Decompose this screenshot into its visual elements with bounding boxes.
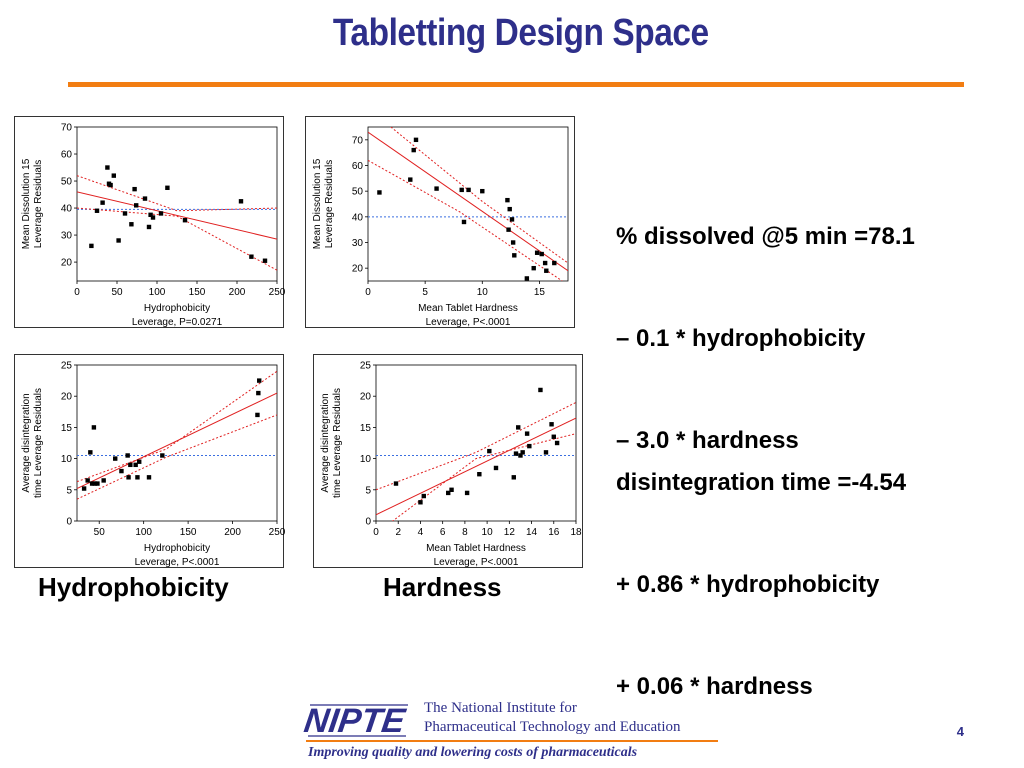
x-axis-label: Mean Tablet Hardness [418, 303, 518, 314]
data-point [462, 220, 466, 224]
disintegration-equation [616, 398, 906, 738]
fit-line [376, 418, 576, 515]
data-point [412, 148, 416, 152]
y-axis-label: time Leverage Residuals [33, 387, 44, 499]
x-tick-label: 6 [439, 527, 446, 538]
plot-frame [77, 365, 277, 521]
y-tick-label: 50 [60, 176, 72, 188]
y-tick-label: 40 [351, 212, 363, 224]
x-tick-label: 200 [224, 527, 241, 538]
x-tick-label: 50 [93, 527, 105, 538]
page-number: 4 [956, 724, 964, 739]
data-point [394, 481, 398, 485]
data-point [543, 261, 547, 265]
data-point [377, 190, 381, 194]
data-point [123, 211, 127, 215]
data-point [525, 276, 529, 280]
data-point [544, 450, 548, 454]
y-tick-label: 20 [60, 257, 72, 269]
plot-area [376, 388, 576, 534]
nipte-tagline: Improving quality and lowering costs of pharmaceuticals [308, 745, 638, 760]
x-tick-label: 8 [462, 527, 468, 538]
data-point [101, 478, 105, 482]
y-tick-label: 15 [359, 422, 371, 434]
x-tick-label: 50 [111, 287, 123, 298]
data-point [508, 207, 512, 211]
data-point [516, 425, 520, 429]
data-point [525, 431, 529, 435]
chart-dissolution-hydrophobicity [15, 117, 286, 328]
data-point [100, 200, 104, 204]
data-point [137, 460, 141, 464]
title-underline [68, 82, 964, 87]
data-point [510, 217, 514, 221]
x-axis-label: Hydrophobicity [143, 543, 211, 554]
x-tick-label: 10 [481, 527, 493, 538]
data-point [555, 441, 559, 445]
data-point [116, 238, 120, 242]
nipte-logo-graphic [301, 696, 724, 762]
y-tick-label: 15 [60, 422, 72, 434]
x-tick-label: 2 [395, 527, 402, 538]
x-tick-label: 15 [533, 287, 545, 298]
data-point [540, 252, 544, 256]
data-point [263, 259, 267, 263]
chart-panel-dissolution-hydrophobicity [14, 116, 284, 328]
data-point [92, 425, 96, 429]
data-point [512, 253, 516, 257]
data-point [239, 199, 243, 203]
chart-panel-dissolution-hardness [305, 116, 575, 328]
y-tick-label: 60 [60, 149, 72, 161]
data-point [552, 261, 556, 265]
y-tick-label: 25 [60, 360, 72, 372]
nipte-name-line-1: The National Institute for [424, 700, 577, 716]
data-point [126, 475, 130, 479]
data-point [477, 472, 481, 476]
data-point [449, 488, 453, 492]
data-point [160, 453, 164, 457]
y-tick-label: 20 [351, 263, 363, 275]
y-tick-label: 70 [351, 135, 363, 147]
fit-line [368, 132, 568, 271]
data-point [129, 222, 133, 226]
data-point [147, 225, 151, 229]
data-point [549, 422, 553, 426]
data-point [408, 177, 412, 181]
data-point [147, 475, 151, 479]
data-point [487, 449, 491, 453]
data-point [494, 466, 498, 470]
x-tick-label: 100 [148, 287, 166, 298]
x-tick-label: 4 [417, 527, 424, 538]
nipte-name-line-2: Pharmaceutical Technology and Education [424, 719, 681, 735]
y-tick-label: 20 [359, 391, 371, 403]
disintegration-equation-line-2: + 0.86 * hydrophobicity [616, 571, 880, 598]
dissolution-equation-line-3: – 3.0 * hardness [616, 427, 799, 454]
data-point [465, 491, 469, 495]
x-tick-label: 100 [135, 527, 153, 538]
y-tick-label: 10 [60, 454, 72, 466]
x-tick-label: 200 [228, 287, 246, 298]
x-tick-label: 150 [188, 287, 206, 298]
data-point [466, 188, 470, 192]
data-point [134, 203, 138, 207]
x-tick-label: 12 [503, 527, 515, 538]
x-tick-label: 16 [548, 527, 560, 538]
dissolution-equation-line-1: % dissolved @5 min =78.1 [616, 223, 915, 250]
y-axis-label: Average disintegration [21, 393, 32, 493]
y-axis-label: Leverage Residuals [33, 159, 44, 249]
data-point [538, 388, 542, 392]
y-axis-label: Mean Dissolution 15 [312, 158, 323, 250]
y-axis-label: time Leverage Residuals [332, 387, 343, 499]
plot-frame [376, 365, 576, 521]
x-tick-label: 5 [422, 287, 428, 298]
y-tick-label: 5 [66, 485, 72, 497]
confidence-upper [77, 176, 277, 211]
data-point [183, 218, 187, 222]
data-point [414, 138, 418, 142]
x-tick-label: 14 [525, 527, 538, 538]
y-tick-label: 40 [60, 203, 72, 215]
chart-panel-disintegration-hydrophobicity [14, 354, 284, 568]
chart-footer: Leverage, P<.0001 [134, 557, 220, 568]
plot-area [77, 371, 277, 499]
y-tick-label: 30 [351, 238, 363, 249]
data-point [552, 435, 556, 439]
plot-area [368, 127, 568, 281]
data-point [151, 215, 155, 219]
data-point [135, 475, 139, 479]
disintegration-equation-line-3: + 0.06 * hardness [616, 673, 813, 700]
plot-area [77, 165, 277, 270]
data-point [113, 456, 117, 460]
x-tick-label: 150 [179, 527, 197, 538]
y-tick-label: 30 [60, 230, 72, 242]
data-point [95, 209, 99, 213]
data-point [249, 254, 253, 258]
y-axis-label: Leverage Residuals [324, 159, 335, 249]
data-point [418, 500, 422, 504]
data-point [422, 494, 426, 498]
data-point [256, 391, 260, 395]
y-tick-label: 20 [60, 391, 72, 403]
chart-disintegration-hydrophobicity [15, 355, 286, 568]
chart-panel-disintegration-hardness [313, 354, 583, 568]
x-tick-label: 0 [74, 287, 80, 298]
data-point [460, 188, 464, 192]
x-axis-label: Mean Tablet Hardness [426, 543, 526, 554]
data-point [108, 183, 112, 187]
data-point [132, 187, 136, 191]
y-tick-label: 0 [365, 516, 371, 528]
data-point [535, 251, 539, 255]
chart-disintegration-hardness [314, 355, 582, 567]
y-tick-label: 50 [351, 186, 363, 198]
x-tick-label: 250 [268, 287, 286, 298]
data-point [105, 165, 109, 169]
confidence-lower [376, 434, 576, 534]
data-point [112, 173, 116, 177]
caption-hardness: Hardness [383, 572, 502, 602]
data-point [128, 463, 132, 467]
data-point [527, 444, 531, 448]
fit-line [77, 393, 277, 488]
y-tick-label: 5 [365, 485, 371, 497]
data-point [89, 244, 93, 248]
x-tick-label: 0 [365, 287, 371, 298]
data-point [512, 475, 516, 479]
y-tick-label: 70 [60, 122, 72, 134]
data-point [88, 450, 92, 454]
data-point [544, 269, 548, 273]
x-tick-label: 18 [570, 527, 582, 538]
data-point [82, 486, 86, 490]
slide-title: Tabletting Design Space [332, 12, 709, 54]
y-tick-label: 60 [351, 161, 363, 172]
y-tick-label: 25 [359, 360, 371, 372]
confidence-upper [391, 127, 568, 263]
plot-frame [368, 127, 568, 281]
data-point [165, 186, 169, 190]
data-point [520, 450, 524, 454]
confidence-lower [77, 208, 277, 270]
data-point [255, 413, 259, 417]
y-axis-label: Mean Dissolution 15 [21, 158, 32, 250]
data-point [480, 189, 484, 193]
data-point [125, 453, 129, 457]
dissolution-equation-line-2: – 0.1 * hydrophobicity [616, 325, 866, 352]
data-point [119, 469, 123, 473]
x-tick-label: 0 [373, 527, 379, 538]
confidence-upper [376, 402, 576, 489]
y-axis-label: Average disintegration [320, 393, 331, 493]
data-point [434, 186, 438, 190]
data-point [143, 196, 147, 200]
chart-dissolution-hardness [306, 117, 574, 327]
x-tick-label: 250 [268, 527, 286, 538]
x-tick-label: 10 [476, 287, 488, 298]
data-point [532, 266, 536, 270]
plot-frame [77, 127, 277, 281]
data-point [514, 451, 518, 455]
data-point [506, 227, 510, 231]
data-point [159, 211, 163, 215]
nipte-acronym: NIPTE [301, 702, 408, 740]
chart-footer: Leverage, P=0.0271 [131, 317, 223, 328]
data-point [85, 478, 89, 482]
data-point [505, 198, 509, 202]
data-point [95, 481, 99, 485]
data-point [511, 240, 515, 244]
y-tick-label: 0 [66, 516, 72, 528]
disintegration-equation-line-1: disintegration time =-4.54 [616, 469, 907, 496]
caption-hydrophobicity: Hydrophobicity [38, 572, 229, 602]
fit-line [77, 192, 277, 239]
chart-footer: Leverage, P<.0001 [425, 317, 511, 328]
confidence-lower [77, 415, 277, 499]
x-axis-label: Hydrophobicity [143, 303, 211, 314]
data-point [257, 378, 261, 382]
y-tick-label: 10 [359, 454, 371, 466]
chart-footer: Leverage, P<.0001 [433, 557, 519, 568]
nipte-logo [301, 696, 724, 762]
